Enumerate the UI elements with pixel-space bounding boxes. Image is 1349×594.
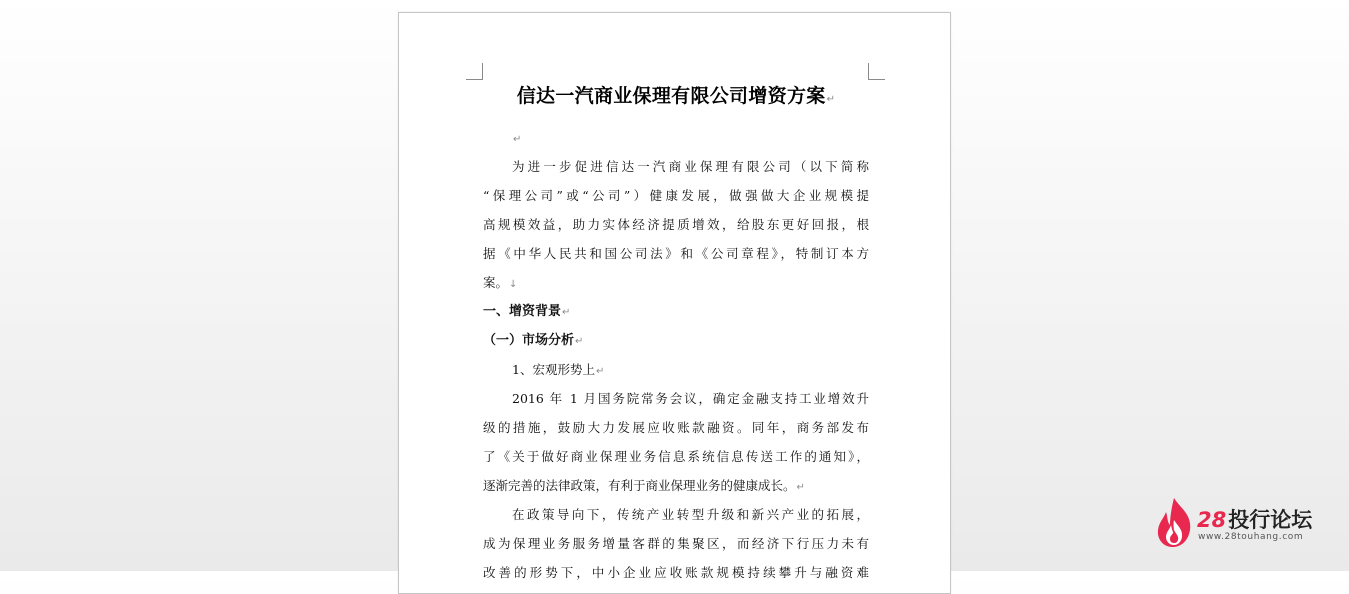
- line-text: 级的措施，鼓励大力发展应收账款融资。同年，商务部发布: [483, 420, 869, 435]
- paragraph-line: [483, 239, 869, 268]
- paragraph-line: [483, 529, 869, 558]
- line-text: 了《关于做好商业保理业务信息系统信息传送工作的通知》，: [483, 449, 869, 464]
- paragraph-mark-icon: ↵: [826, 94, 836, 105]
- document-body: [483, 123, 869, 587]
- document-title: [483, 81, 869, 108]
- line-text: 据《中华人民共和国公司法》和《公司章程》，特制订本方: [483, 246, 869, 261]
- line-text: （一）市场分析: [483, 333, 575, 348]
- subsection-heading: [483, 355, 869, 384]
- paragraph-mark-icon: ↵: [595, 366, 605, 377]
- paragraph-line: [483, 471, 869, 500]
- paragraph-line: [483, 152, 869, 181]
- paragraph-mark-icon: ↵: [575, 336, 584, 347]
- paragraph-line: [483, 413, 869, 442]
- paragraph-line: [483, 558, 869, 587]
- line-text: 在政策导向下，传统产业转型升级和新兴产业的拓展，: [512, 507, 869, 522]
- paragraph-line: [483, 384, 869, 413]
- paragraph-line: [483, 442, 869, 471]
- document-page: [398, 12, 951, 594]
- watermark-url: www.28touhang.com: [1198, 532, 1304, 542]
- empty-paragraph: [483, 123, 869, 152]
- document-title-text: 信达一汽商业保理有限公司增资方案: [516, 85, 826, 107]
- line-text: 改善的形势下，中小企业应收账款规模持续攀升与融资难: [483, 565, 869, 580]
- paragraph-mark-icon: ↵: [513, 134, 522, 145]
- paragraph-line: [483, 210, 869, 239]
- flame-icon: [1154, 496, 1194, 548]
- line-text: 逐渐完善的法律政策，有利于商业保理业务的健康成长。: [483, 478, 796, 493]
- section-heading: [483, 326, 869, 355]
- watermark-title: [1197, 504, 1312, 534]
- watermark-logo: [1154, 496, 1334, 548]
- paragraph-mark-icon: ↵: [796, 482, 805, 493]
- line-text: 成为保理业务服务增量客群的集聚区，而经济下行压力未有: [483, 536, 869, 551]
- paragraph-line: [483, 268, 869, 297]
- line-text: 2016 年 1 月国务院常务会议，确定金融支持工业增效升: [512, 391, 869, 406]
- paragraph-line: [483, 500, 869, 529]
- margin-corner-top-left: [466, 63, 483, 80]
- watermark-name: 投行论坛: [1228, 508, 1313, 532]
- line-break-mark-icon: ↓: [509, 279, 518, 290]
- line-text: 一、增资背景: [483, 304, 562, 319]
- line-text: 案。: [483, 275, 509, 290]
- line-text: 1、宏观形势上: [512, 362, 595, 377]
- paragraph-line: [483, 181, 869, 210]
- watermark-number: 28: [1197, 508, 1227, 532]
- section-heading: [483, 297, 869, 326]
- line-text: 为进一步促进信达一汽商业保理有限公司（以下简称: [512, 159, 869, 174]
- margin-corner-top-right: [868, 63, 885, 80]
- paragraph-mark-icon: ↵: [562, 307, 571, 318]
- line-text: “保理公司”或“公司”）健康发展，做强做大企业规模提: [483, 188, 869, 203]
- line-text: 高规模效益，助力实体经济提质增效，给股东更好回报，根: [483, 217, 869, 232]
